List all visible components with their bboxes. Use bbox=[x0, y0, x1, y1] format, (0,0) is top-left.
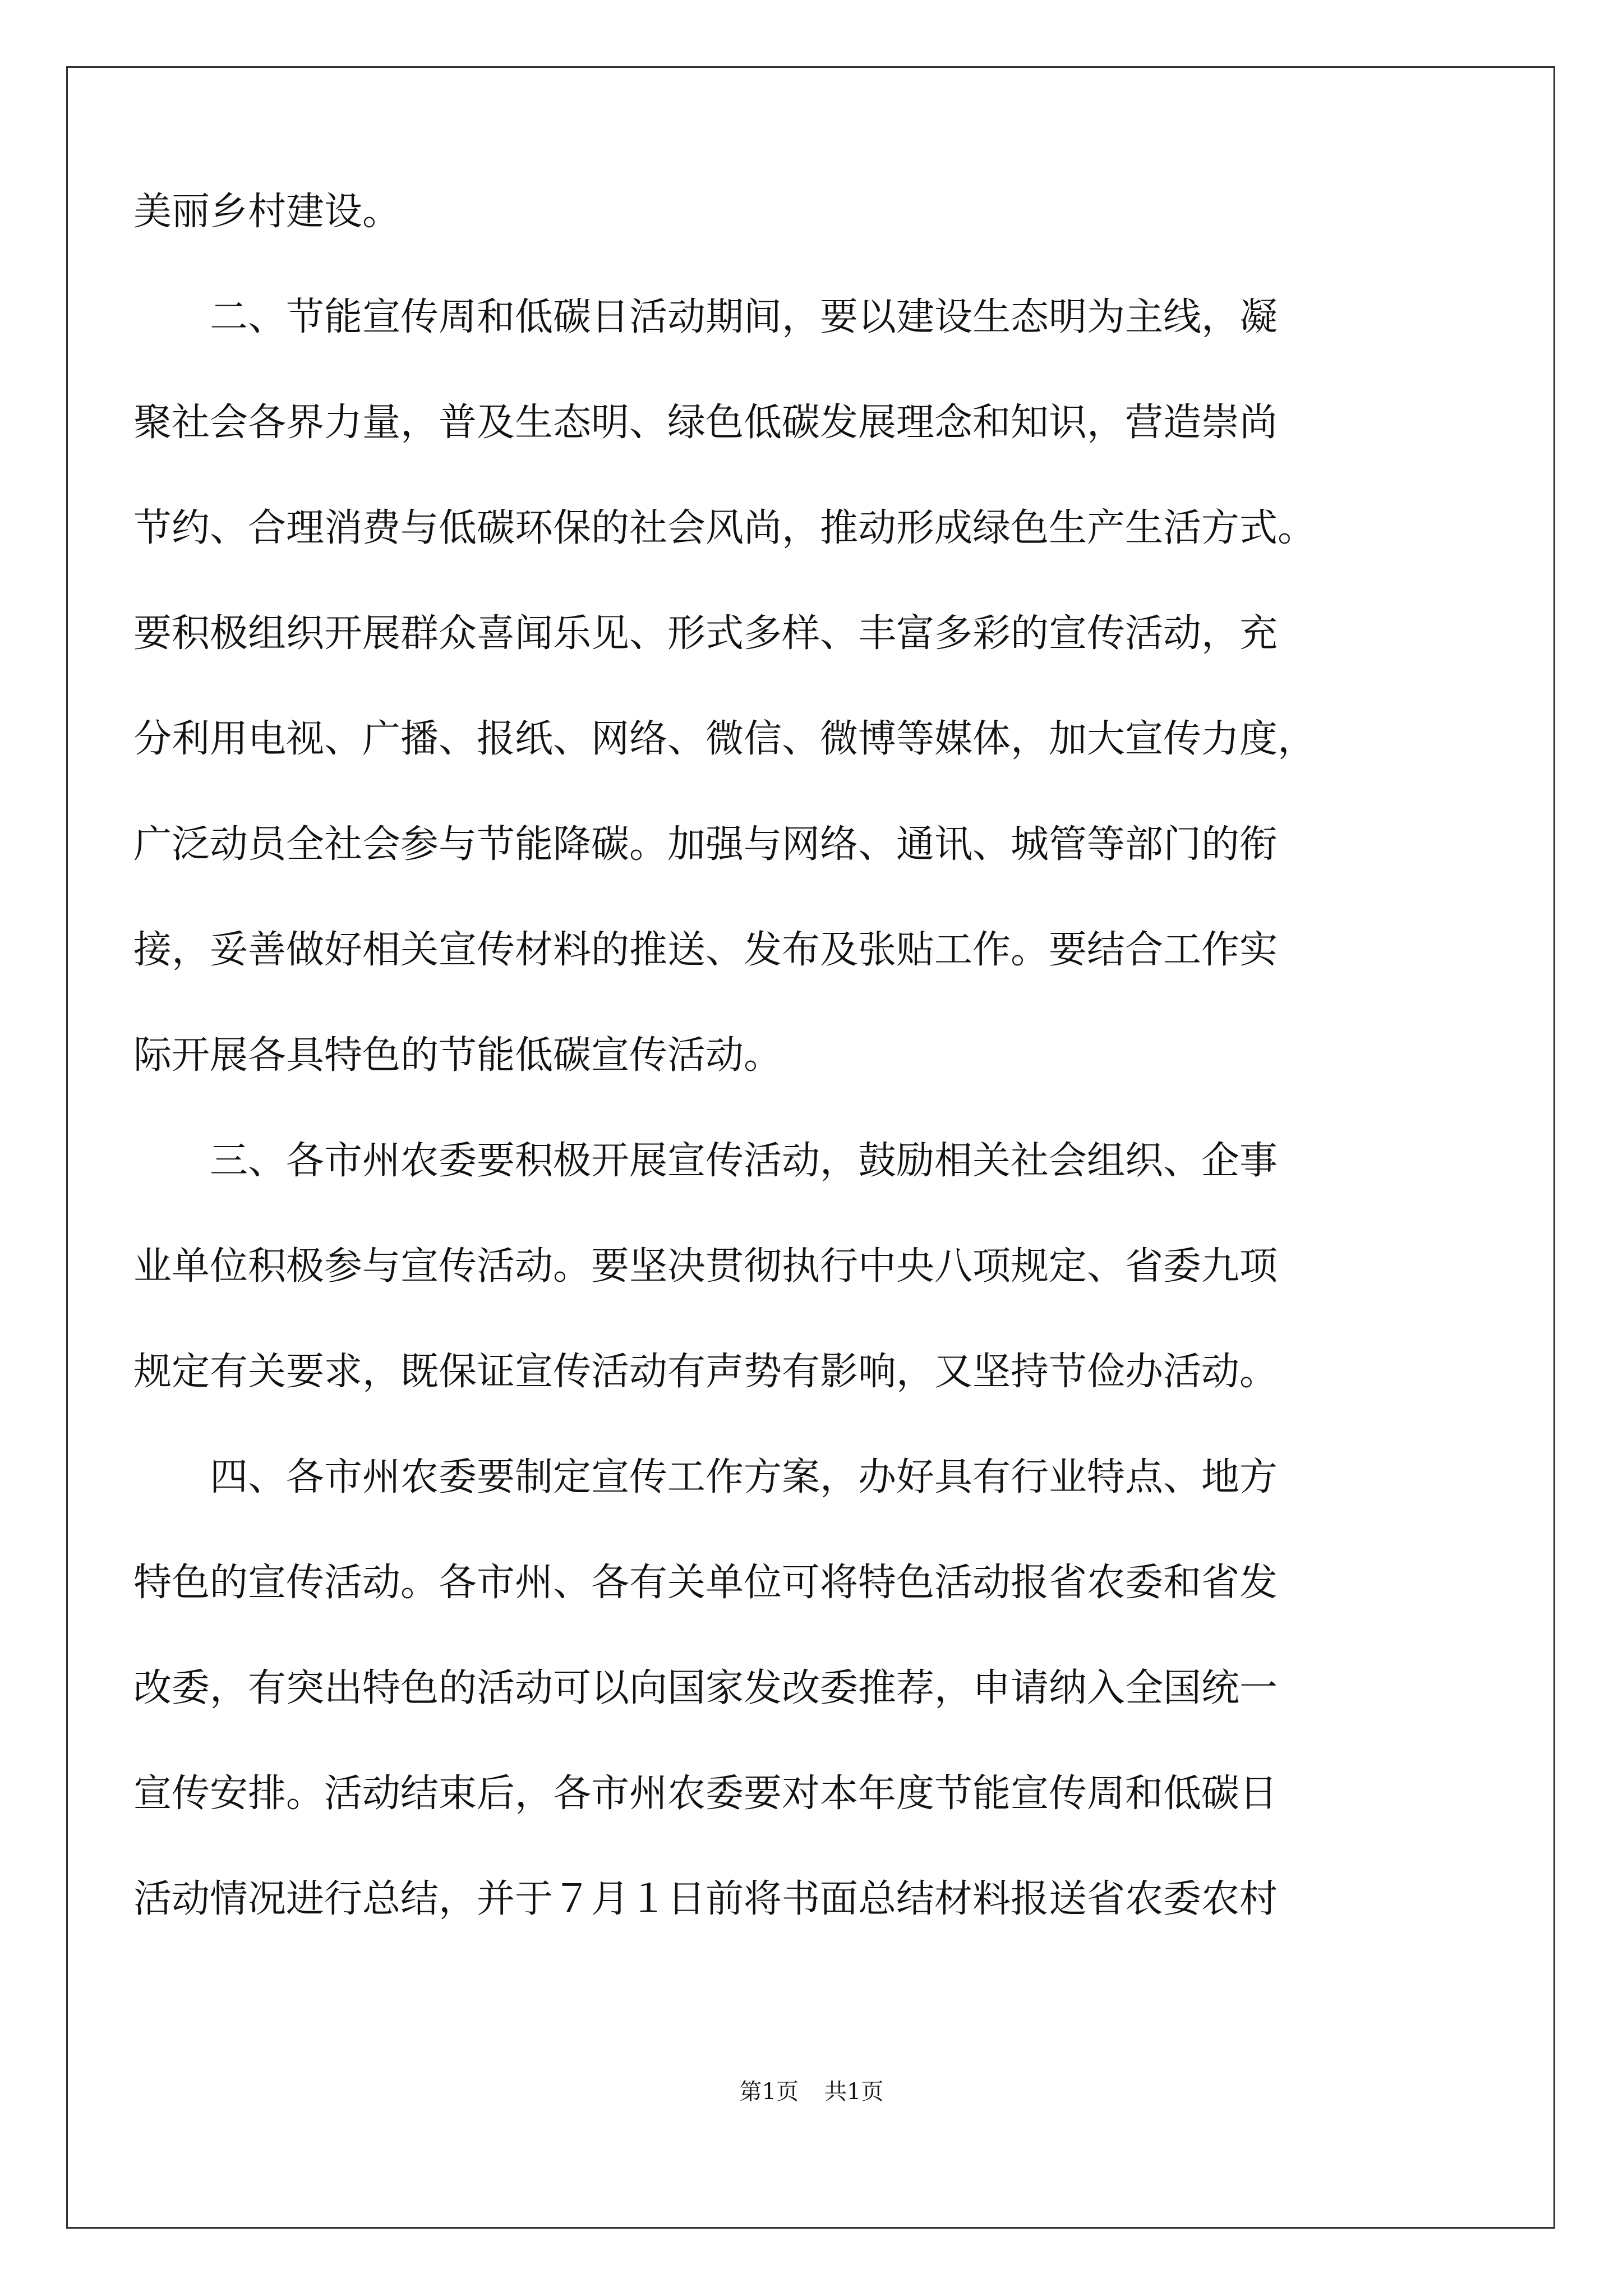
text-line: 节约、合理消费与低碳环保的社会风尚，推动形成绿色生产生活方式。 bbox=[133, 506, 1316, 550]
text-line: 规定有关要求，既保证宣传活动有声势有影响，又坚持节俭办活动。 bbox=[133, 1350, 1278, 1394]
text-line: 二、节能宣传周和低碳日活动期间，要以建设生态明为主线，凝 bbox=[210, 295, 1278, 339]
text-line: 要积极组织开展群众喜闻乐见、形式多样、丰富多彩的宣传活动，充 bbox=[133, 611, 1278, 656]
text-line: 改委，有突出特色的活动可以向国家发改委推荐，申请纳入全国统一 bbox=[133, 1666, 1278, 1710]
text-line: 三、各市州农委要积极开展宣传活动，鼓励相关社会组织、企事 bbox=[210, 1139, 1278, 1183]
text-line: 分利用电视、广播、报纸、网络、微信、微博等媒体，加大宣传力度， bbox=[133, 717, 1316, 761]
text-line: 广泛动员全社会参与节能降碳。加强与网络、通讯、城管等部门的衔 bbox=[133, 822, 1278, 867]
text-line: 接，妥善做好相关宣传材料的推送、发布及张贴工作。要结合工作实 bbox=[133, 928, 1278, 972]
text-line: 美丽乡村建设。 bbox=[133, 190, 401, 234]
text-line: 特色的宣传活动。各市州、各有关单位可将特色活动报省农委和省发 bbox=[133, 1561, 1278, 1605]
text-line: 际开展各具特色的节能低碳宣传活动。 bbox=[133, 1033, 782, 1078]
text-line: 宣传安排。活动结束后，各市州农委要对本年度节能宣传周和低碳日 bbox=[133, 1772, 1278, 1816]
page-number: 第1页 bbox=[739, 2079, 799, 2105]
text-line: 业单位积极参与宣传活动。要坚决贯彻执行中央八项规定、省委九项 bbox=[133, 1244, 1278, 1289]
text-line: 四、各市州农委要制定宣传工作方案，办好具有行业特点、地方 bbox=[210, 1455, 1278, 1499]
page-total: 共1页 bbox=[824, 2079, 884, 2105]
text-line: 活动情况进行总结，并于７月１日前将书面总结材料报送省农委农村 bbox=[133, 1877, 1278, 1921]
text-line: 聚社会各界力量，普及生态明、绿色低碳发展理念和知识，营造崇尚 bbox=[133, 401, 1278, 445]
page-footer bbox=[0, 2078, 1623, 2106]
